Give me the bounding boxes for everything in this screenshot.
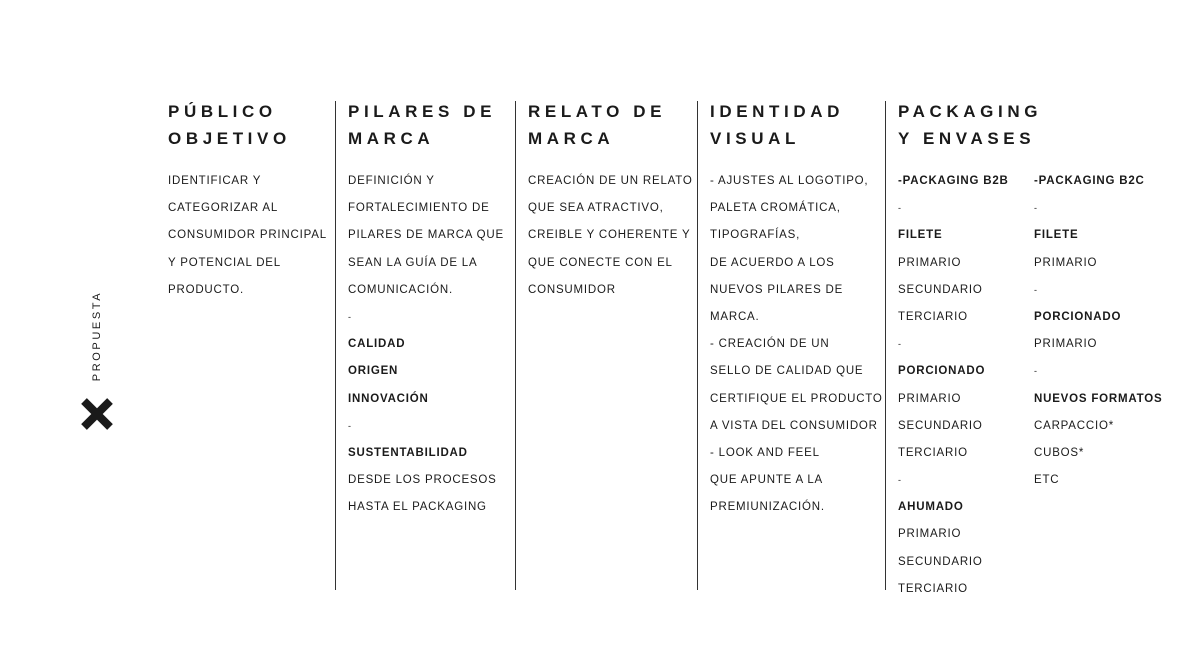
column-divider bbox=[335, 101, 336, 590]
list-item: CALIDAD bbox=[348, 338, 406, 351]
list-item: DEFINICIÓN Y bbox=[348, 175, 435, 187]
x-mark-icon bbox=[79, 396, 115, 432]
list-item: COMUNICACIÓN. bbox=[348, 283, 453, 296]
side-label: PROPUESTA bbox=[91, 290, 103, 382]
list-item: HASTA EL PACKAGING bbox=[348, 501, 487, 514]
column-title: PILARES DE MARCA bbox=[348, 102, 497, 148]
list-item: FORTALECIMIENTO DE bbox=[348, 202, 490, 215]
column-pilares-de-marca bbox=[348, 98, 504, 521]
list-item: PREMIUNIZACIÓN. bbox=[710, 501, 825, 514]
list-item: - CREACIÓN DE UN bbox=[710, 338, 830, 351]
column-title: PÚBLICO OBJETIVO bbox=[168, 102, 291, 148]
list-item: MARCA. bbox=[710, 310, 760, 323]
list-item: DESDE LOS PROCESOS bbox=[348, 474, 497, 487]
list-separator: - bbox=[348, 420, 352, 431]
list-item: CREIBLE Y COHERENTE Y bbox=[528, 229, 691, 242]
list-item: SEAN LA GUÍA DE LA bbox=[348, 256, 478, 269]
column-divider bbox=[515, 101, 516, 590]
column-title: RELATO DE MARCA bbox=[528, 102, 667, 148]
list-item: CATEGORIZAR AL bbox=[168, 202, 279, 215]
column-identidad-visual bbox=[710, 98, 883, 521]
list-item: - LOOK AND FEEL bbox=[710, 446, 820, 459]
list-item: PORCIONADO bbox=[898, 365, 986, 378]
list-item: PRIMARIO bbox=[898, 256, 962, 269]
list-item: TERCIARIO bbox=[898, 310, 968, 323]
column-publico-objetivo bbox=[168, 98, 327, 304]
list-item: CERTIFIQUE EL PRODUCTO bbox=[710, 392, 883, 405]
list-item: -PACKAGING B2B bbox=[898, 175, 1009, 187]
item-list bbox=[710, 168, 883, 521]
column-title: IDENTIDAD VISUAL bbox=[710, 102, 844, 148]
list-item: TERCIARIO bbox=[898, 582, 968, 595]
list-separator: - bbox=[1034, 203, 1038, 214]
list-item: PRIMARIO bbox=[898, 528, 962, 541]
list-item: ETC bbox=[1034, 474, 1060, 487]
list-item: ORIGEN bbox=[348, 365, 399, 378]
list-item: -PACKAGING B2C bbox=[1034, 175, 1145, 187]
list-item: SELLO DE CALIDAD QUE bbox=[710, 365, 864, 378]
item-list bbox=[168, 168, 327, 304]
list-item: PALETA CROMÁTICA, bbox=[710, 202, 841, 215]
list-separator: - bbox=[1034, 366, 1038, 377]
list-item: A VISTA DEL CONSUMIDOR bbox=[710, 419, 878, 432]
list-item: AHUMADO bbox=[898, 501, 964, 514]
list-separator: - bbox=[898, 339, 902, 350]
list-item: SECUNDARIO bbox=[898, 555, 983, 568]
list-item: CONSUMIDOR bbox=[528, 283, 616, 296]
column-divider bbox=[885, 101, 886, 590]
list-item: SECUNDARIO bbox=[898, 419, 983, 432]
list-item: QUE APUNTE A LA bbox=[710, 474, 823, 487]
list-item: FILETE bbox=[1034, 229, 1079, 242]
list-item: PRIMARIO bbox=[1034, 338, 1098, 351]
list-item: CARPACCIO* bbox=[1034, 419, 1114, 432]
list-item: Y POTENCIAL DEL bbox=[168, 256, 281, 269]
list-item: NUEVOS FORMATOS bbox=[1034, 392, 1163, 405]
list-item: SUSTENTABILIDAD bbox=[348, 446, 468, 459]
list-item: PRIMARIO bbox=[898, 392, 962, 405]
list-item: IDENTIFICAR Y bbox=[168, 175, 262, 187]
packaging-b2c-list bbox=[1034, 152, 1163, 494]
list-separator: - bbox=[1034, 284, 1038, 295]
column-title: PACKAGING Y ENVASES bbox=[898, 102, 1043, 148]
list-item: CUBOS* bbox=[1034, 446, 1085, 459]
list-item: TERCIARIO bbox=[898, 446, 968, 459]
column-packaging-y-envases bbox=[898, 98, 1163, 595]
list-item: FILETE bbox=[898, 229, 943, 242]
list-item: INNOVACIÓN bbox=[348, 392, 429, 405]
list-item: CREACIÓN DE UN RELATO bbox=[528, 175, 693, 187]
list-item: SECUNDARIO bbox=[898, 283, 983, 296]
column-relato-de-marca bbox=[528, 98, 693, 304]
item-list bbox=[1034, 168, 1163, 494]
list-item: TIPOGRAFÍAS, bbox=[710, 229, 801, 242]
column-divider bbox=[697, 101, 698, 590]
list-item: DE ACUERDO A LOS bbox=[710, 256, 835, 269]
packaging-b2b-list bbox=[898, 152, 1009, 603]
list-separator: - bbox=[348, 311, 352, 322]
list-item: NUEVOS PILARES DE bbox=[710, 283, 844, 296]
list-separator: - bbox=[898, 203, 902, 214]
list-item: QUE SEA ATRACTIVO, bbox=[528, 202, 664, 215]
item-list bbox=[348, 168, 504, 521]
list-item: PRIMARIO bbox=[1034, 256, 1098, 269]
list-item: PILARES DE MARCA QUE bbox=[348, 229, 504, 242]
item-list bbox=[898, 168, 1009, 603]
list-item: QUE CONECTE CON EL bbox=[528, 256, 673, 269]
list-item: PRODUCTO. bbox=[168, 283, 244, 296]
list-item: - AJUSTES AL LOGOTIPO, bbox=[710, 175, 869, 187]
item-list bbox=[528, 168, 693, 304]
list-item: PORCIONADO bbox=[1034, 310, 1122, 323]
list-separator: - bbox=[898, 475, 902, 486]
list-item: CONSUMIDOR PRINCIPAL bbox=[168, 229, 327, 242]
